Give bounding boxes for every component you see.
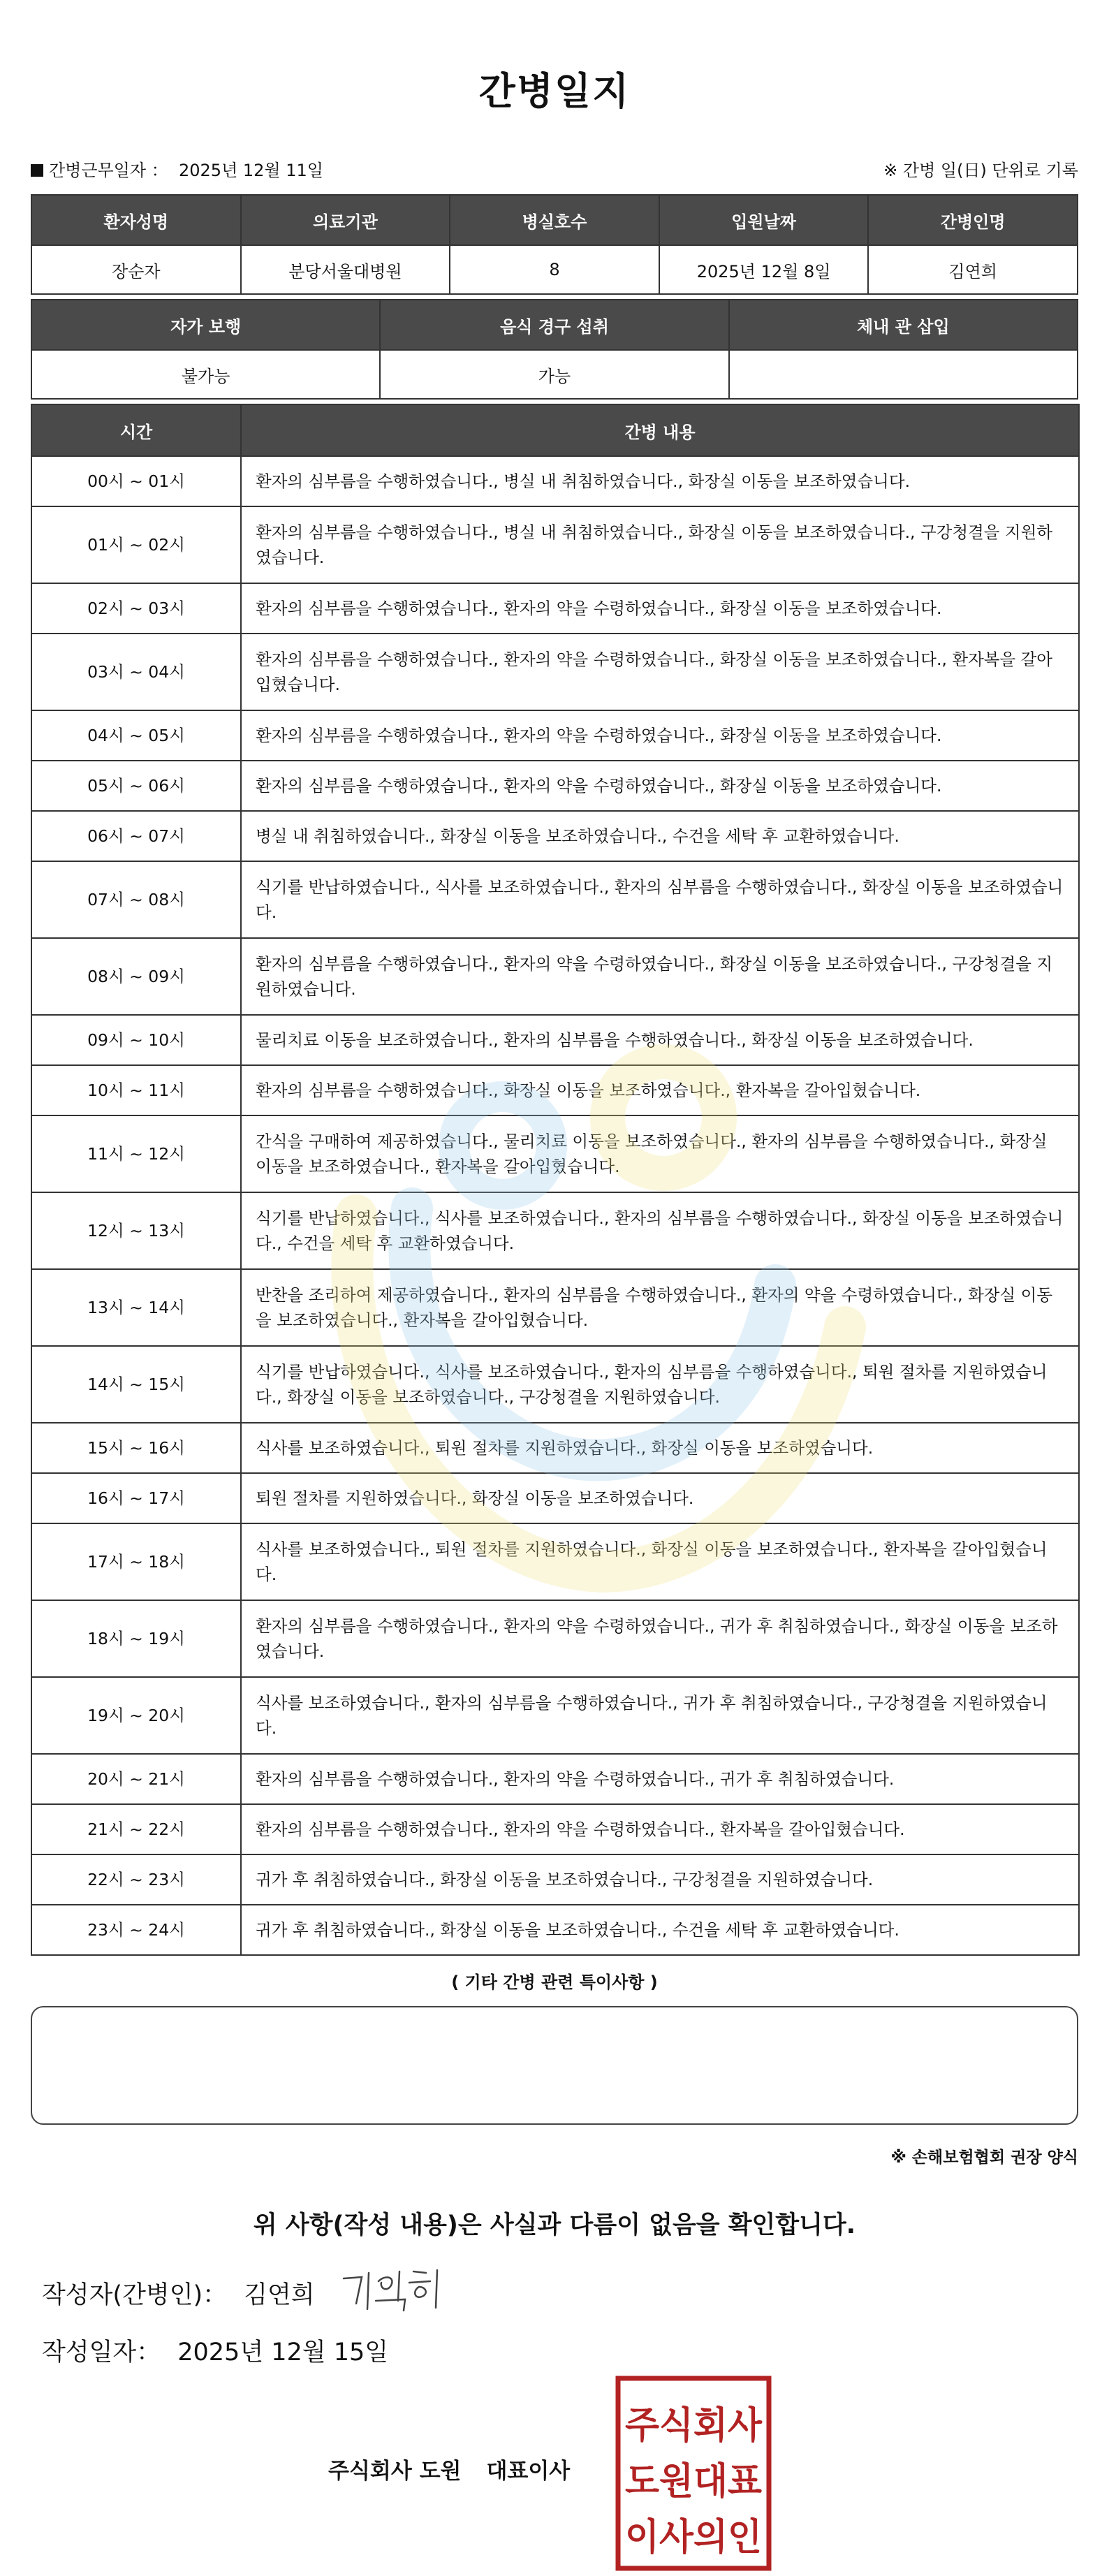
writer-label: 작성자(간병인)： [42, 2281, 228, 2309]
content-cell: 환자의 심부름을 수행하였습니다., 환자의 약을 수령하였습니다., 귀가 후 취침하였습니다. [241, 1754, 1079, 1804]
header-admission-date: 입원날짜 [659, 195, 869, 245]
table-row [31, 1523, 1079, 1600]
table-row [31, 1065, 1079, 1115]
content-cell: 환자의 심부름을 수행하였습니다., 병실 내 취침하였습니다., 화장실 이동을 보조하였습니다. [241, 456, 1079, 506]
content-cell: 병실 내 취침하였습니다., 화장실 이동을 보조하였습니다., 수건을 세탁 후 교환하였습니다. [241, 811, 1079, 861]
content-cell: 귀가 후 취침하였습니다., 화장실 이동을 보조하였습니다., 구강청결을 지원하였습니다. [241, 1854, 1079, 1905]
content-cell: 귀가 후 취침하였습니다., 화장실 이동을 보조하였습니다., 수건을 세탁 후 교환하였습니다. [241, 1905, 1079, 1955]
time-cell: 22시 ~ 23시 [31, 1854, 241, 1905]
patient-info-value-row [31, 245, 1078, 294]
company-seal-stamp [615, 2375, 772, 2572]
patient-info-table [31, 194, 1078, 295]
time-cell: 15시 ~ 16시 [31, 1423, 241, 1473]
document-title: 간병일지 [478, 69, 631, 113]
content-cell: 환자의 심부름을 수행하였습니다., 환자의 약을 수령하였습니다., 화장실 이동을 보조하였습니다., 환자복을 갈아입혔습니다. [241, 634, 1079, 710]
table-row [31, 811, 1079, 861]
table-row [31, 1677, 1079, 1754]
table-row [31, 1115, 1079, 1192]
time-cell: 09시 ~ 10시 [31, 1015, 241, 1065]
table-row [31, 583, 1079, 634]
content-cell: 환자의 심부름을 수행하였습니다., 환자의 약을 수령하였습니다., 귀가 후 취침하였습니다., 화장실 이동을 보조하였습니다. [241, 1600, 1079, 1677]
work-date [31, 156, 323, 181]
written-date-line [42, 2333, 388, 2368]
header-time: 시간 [31, 404, 241, 456]
header-room: 병실호수 [450, 195, 659, 245]
company-name: 주식회사 도원 [328, 2459, 462, 2484]
content-cell: 환자의 심부름을 수행하였습니다., 환자의 약을 수령하였습니다., 화장실 이동을 보조하였습니다. [241, 583, 1079, 634]
time-cell: 02시 ~ 03시 [31, 583, 241, 634]
time-cell: 04시 ~ 05시 [31, 710, 241, 761]
table-row [31, 1423, 1079, 1473]
header-patient-name: 환자성명 [31, 195, 241, 245]
content-cell: 퇴원 절차를 지원하였습니다., 화장실 이동을 보조하였습니다. [241, 1473, 1079, 1523]
table-row [31, 506, 1079, 583]
table-row [31, 861, 1079, 938]
oral-intake: 가능 [380, 350, 728, 399]
table-row [31, 1905, 1079, 1955]
hospital: 분당서울대병원 [241, 245, 450, 294]
table-row [31, 1346, 1079, 1423]
work-date-value: 2025년 12월 11일 [179, 161, 323, 180]
status-header-row [31, 300, 1078, 350]
writer-line [42, 2276, 315, 2311]
confirmation-statement: 위 사항(작성 내용)은 사실과 다름이 없음을 확인합니다. [253, 2211, 856, 2239]
content-cell: 식기를 반납하였습니다., 식사를 보조하였습니다., 환자의 심부름을 수행하였습니다., 퇴원 절차를 지원하였습니다., 화장실 이동을 보조하였습니다., 구강청결을 지원하였습니다. [241, 1346, 1079, 1423]
content-cell: 물리치료 이동을 보조하였습니다., 환자의 심부름을 수행하였습니다., 화장실 이동을 보조하였습니다. [241, 1015, 1079, 1065]
time-cell: 01시 ~ 02시 [31, 506, 241, 583]
room-number: 8 [450, 245, 659, 294]
svg-text:주식회사: 주식회사 [625, 2404, 763, 2447]
company-representative: 대표이사 [486, 2459, 571, 2484]
header-oral-intake: 음식 경구 섭취 [380, 300, 728, 350]
header-care-content: 간병 내용 [241, 404, 1079, 456]
unit-note: ※ 간병 일(日) 단위로 기록 [883, 161, 1078, 180]
content-cell: 환자의 심부름을 수행하였습니다., 병실 내 취침하였습니다., 화장실 이동을 보조하였습니다., 구강청결을 지원하였습니다. [241, 506, 1079, 583]
content-cell: 환자의 심부름을 수행하였습니다., 환자의 약을 수령하였습니다., 화장실 이동을 보조하였습니다., 구강청결을 지원하였습니다. [241, 938, 1079, 1015]
time-cell: 13시 ~ 14시 [31, 1269, 241, 1346]
time-cell: 03시 ~ 04시 [31, 634, 241, 710]
content-cell: 식사를 보조하였습니다., 퇴원 절차를 지원하였습니다., 화장실 이동을 보조하였습니다., 환자복을 갈아입혔습니다. [241, 1523, 1079, 1600]
table-row [31, 1600, 1079, 1677]
patient-name: 장순자 [31, 245, 241, 294]
time-cell: 10시 ~ 11시 [31, 1065, 241, 1115]
time-cell: 05시 ~ 06시 [31, 761, 241, 811]
time-cell: 20시 ~ 21시 [31, 1754, 241, 1804]
table-row [31, 1015, 1079, 1065]
svg-text:도원대표: 도원대표 [625, 2460, 762, 2503]
care-log-table [31, 404, 1080, 1956]
written-date-value: 2025년 12월 15일 [177, 2339, 389, 2366]
table-row [31, 456, 1079, 506]
form-source-note: ※ 손해보험협회 권장 양식 [890, 2149, 1078, 2167]
content-cell: 반찬을 조리하여 제공하였습니다., 환자의 심부름을 수행하였습니다., 환자의 약을 수령하였습니다., 화장실 이동을 보조하였습니다., 환자복을 갈아입혔습니다. [241, 1269, 1079, 1346]
writer-name: 김연희 [244, 2281, 315, 2309]
time-cell: 11시 ~ 12시 [31, 1115, 241, 1192]
header-self-walking: 자가 보행 [31, 300, 380, 350]
tube-insertion [729, 350, 1078, 399]
status-value-row [31, 350, 1078, 399]
time-cell: 08시 ~ 09시 [31, 938, 241, 1015]
patient-status-table [31, 299, 1078, 400]
time-cell: 16시 ~ 17시 [31, 1473, 241, 1523]
time-cell: 21시 ~ 22시 [31, 1804, 241, 1854]
content-cell: 식기를 반납하였습니다., 식사를 보조하였습니다., 환자의 심부름을 수행하였습니다., 화장실 이동을 보조하였습니다. [241, 861, 1079, 938]
time-cell: 12시 ~ 13시 [31, 1192, 241, 1269]
self-walking: 불가능 [31, 350, 380, 399]
content-cell: 식사를 보조하였습니다., 환자의 심부름을 수행하였습니다., 귀가 후 취침하였습니다., 구강청결을 지원하였습니다. [241, 1677, 1079, 1754]
content-cell: 식기를 반납하였습니다., 식사를 보조하였습니다., 환자의 심부름을 수행하였습니다., 화장실 이동을 보조하였습니다., 수건을 세탁 후 교환하였습니다. [241, 1192, 1079, 1269]
table-row [31, 1269, 1079, 1346]
table-row [31, 1192, 1079, 1269]
notes-box [31, 2006, 1078, 2125]
notes-title: ( 기타 간병 관련 특이사항 ) [451, 1973, 658, 1992]
content-cell: 환자의 심부름을 수행하였습니다., 환자의 약을 수령하였습니다., 환자복을 갈아입혔습니다. [241, 1804, 1079, 1854]
time-cell: 06시 ~ 07시 [31, 811, 241, 861]
table-row [31, 634, 1079, 710]
table-row [31, 710, 1079, 761]
caregiver-name: 김연희 [868, 245, 1078, 294]
content-cell: 환자의 심부름을 수행하였습니다., 환자의 약을 수령하였습니다., 화장실 이동을 보조하였습니다. [241, 710, 1079, 761]
table-row [31, 1854, 1079, 1905]
written-date-label: 작성일자： [42, 2339, 161, 2366]
table-row [31, 938, 1079, 1015]
time-cell: 07시 ~ 08시 [31, 861, 241, 938]
time-cell: 00시 ~ 01시 [31, 456, 241, 506]
content-cell: 환자의 심부름을 수행하였습니다., 화장실 이동을 보조하였습니다., 환자복을 갈아입혔습니다. [241, 1065, 1079, 1115]
time-cell: 19시 ~ 20시 [31, 1677, 241, 1754]
care-log-header-row [31, 404, 1079, 456]
time-cell: 23시 ~ 24시 [31, 1905, 241, 1955]
time-cell: 14시 ~ 15시 [31, 1346, 241, 1423]
time-cell: 18시 ~ 19시 [31, 1600, 241, 1677]
table-row [31, 1473, 1079, 1523]
content-cell: 간식을 구매하여 제공하였습니다., 물리치료 이동을 보조하였습니다., 환자의 심부름을 수행하였습니다., 화장실 이동을 보조하였습니다., 환자복을 갈아입혔습니다. [241, 1115, 1079, 1192]
work-date-label: 간병근무일자 ： [49, 161, 168, 180]
patient-info-header-row [31, 195, 1078, 245]
table-row [31, 1804, 1079, 1854]
admission-date: 2025년 12월 8일 [659, 245, 869, 294]
company-line [328, 2453, 570, 2484]
header-tube-insertion: 체내 관 삽입 [729, 300, 1078, 350]
header-caregiver-name: 간병인명 [868, 195, 1078, 245]
svg-text:이사의인: 이사의인 [625, 2516, 762, 2559]
content-cell: 식사를 보조하였습니다., 퇴원 절차를 지원하였습니다., 화장실 이동을 보조하였습니다. [241, 1423, 1079, 1473]
handwritten-signature [335, 2257, 447, 2320]
table-row [31, 1754, 1079, 1804]
time-cell: 17시 ~ 18시 [31, 1523, 241, 1600]
content-cell: 환자의 심부름을 수행하였습니다., 환자의 약을 수령하였습니다., 화장실 이동을 보조하였습니다. [241, 761, 1079, 811]
table-row [31, 761, 1079, 811]
header-hospital: 의료기관 [241, 195, 450, 245]
square-bullet-icon [31, 164, 43, 177]
